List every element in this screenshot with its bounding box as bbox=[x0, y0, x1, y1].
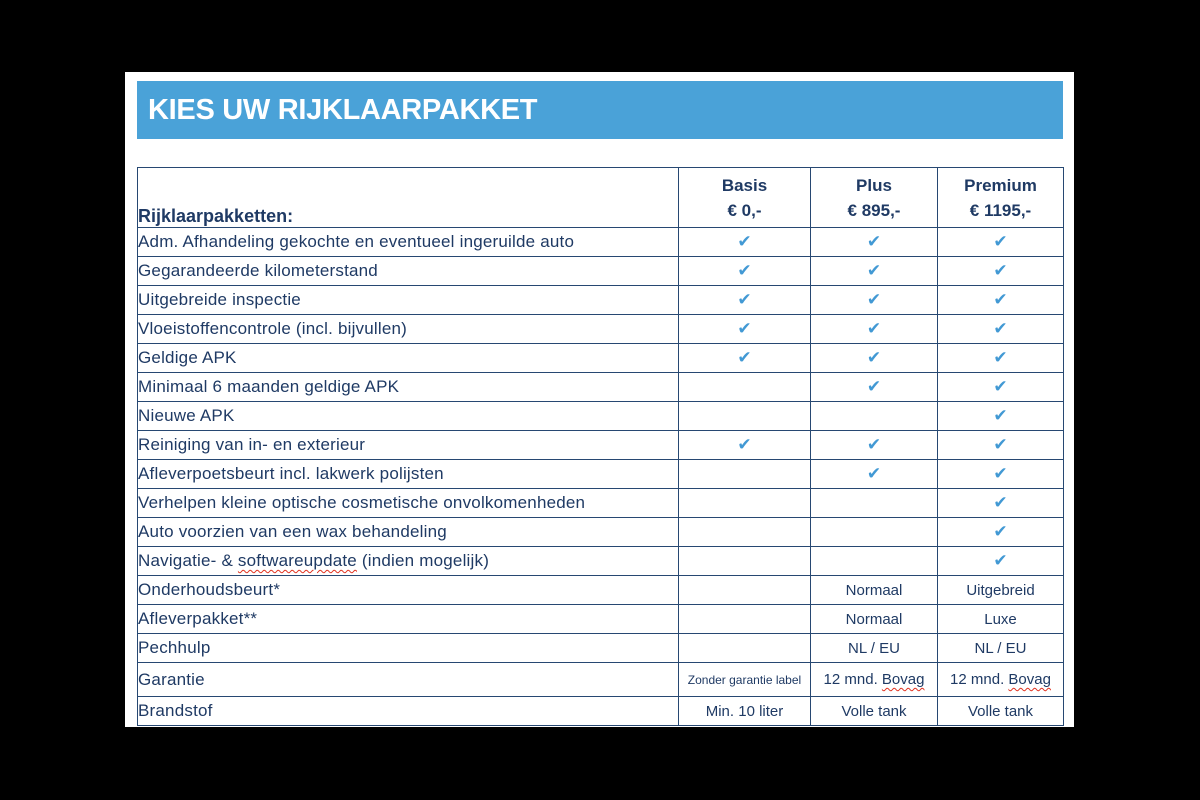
table-row bbox=[138, 315, 1064, 344]
table-row bbox=[138, 697, 1064, 726]
row-label bbox=[138, 518, 679, 547]
table-row bbox=[138, 663, 1064, 697]
label-text: Gegarandeerde kilometerstand bbox=[138, 261, 378, 280]
cell-value bbox=[679, 697, 811, 726]
value-text: Luxe bbox=[984, 610, 1017, 628]
label-text: Minimaal 6 maanden geldige APK bbox=[138, 377, 400, 396]
value-text: Uitgebreid bbox=[966, 581, 1035, 599]
check-icon: ✔ bbox=[938, 315, 1064, 344]
value-text: 12 mnd. bbox=[950, 671, 1009, 688]
label-text: Uitgebreide inspectie bbox=[138, 290, 301, 309]
empty-cell bbox=[679, 402, 811, 431]
empty-cell bbox=[679, 460, 811, 489]
label-text: Auto voorzien van een wax behandeling bbox=[138, 522, 447, 541]
label-text: Verhelpen kleine optische cosmetische onvolkomenheden bbox=[138, 493, 586, 512]
package-comparison-table bbox=[137, 167, 1064, 726]
row-label bbox=[138, 697, 679, 726]
package-name: Premium bbox=[964, 175, 1037, 195]
row-label bbox=[138, 286, 679, 315]
table-row bbox=[138, 257, 1064, 286]
cell-value bbox=[811, 576, 938, 605]
check-icon: ✔ bbox=[938, 489, 1064, 518]
empty-cell bbox=[679, 489, 811, 518]
label-text: (indien mogelijk) bbox=[356, 551, 490, 570]
check-icon: ✔ bbox=[938, 547, 1064, 576]
value-text: Zonder garantie label bbox=[687, 672, 802, 687]
package-price: € 895,- bbox=[847, 200, 901, 220]
row-label bbox=[138, 373, 679, 402]
cell-value bbox=[938, 663, 1064, 697]
title-banner bbox=[137, 81, 1063, 139]
value-text: NL / EU bbox=[974, 639, 1027, 657]
spellcheck-flagged-text: softwareupdate bbox=[237, 551, 357, 570]
check-icon: ✔ bbox=[938, 344, 1064, 373]
empty-cell bbox=[811, 547, 938, 576]
check-icon: ✔ bbox=[938, 257, 1064, 286]
page-title: KIES UW RIJKLAARPAKKET bbox=[148, 93, 538, 126]
table-row bbox=[138, 518, 1064, 547]
package-name: Plus bbox=[856, 175, 892, 195]
table-row bbox=[138, 576, 1064, 605]
check-icon: ✔ bbox=[679, 228, 811, 257]
label-text: Afleverpoetsbeurt incl. lakwerk polijsten bbox=[138, 464, 444, 483]
table-row bbox=[138, 431, 1064, 460]
empty-cell bbox=[679, 518, 811, 547]
check-icon: ✔ bbox=[811, 431, 938, 460]
column-header-premium bbox=[938, 168, 1064, 228]
label-text: Pechhulp bbox=[138, 638, 211, 657]
empty-cell bbox=[811, 518, 938, 547]
table-header-row bbox=[138, 168, 1064, 228]
row-label bbox=[138, 605, 679, 634]
value-text: NL / EU bbox=[848, 639, 900, 657]
value-text: 12 mnd. bbox=[823, 671, 882, 688]
label-text: Geldige APK bbox=[138, 348, 237, 367]
table-row bbox=[138, 605, 1064, 634]
row-label bbox=[138, 228, 679, 257]
value-text: Normaal bbox=[845, 610, 903, 628]
label-text: Reiniging van in- en exterieur bbox=[138, 435, 366, 454]
label-text: Brandstof bbox=[138, 701, 213, 720]
label-text: Garantie bbox=[138, 669, 205, 689]
package-name: Basis bbox=[721, 175, 768, 195]
row-group-header: Rijklaarpakketten: bbox=[138, 168, 679, 228]
row-label bbox=[138, 576, 679, 605]
empty-cell bbox=[811, 402, 938, 431]
empty-cell bbox=[679, 576, 811, 605]
row-label bbox=[138, 489, 679, 518]
row-label bbox=[138, 431, 679, 460]
check-icon: ✔ bbox=[938, 518, 1064, 547]
check-icon: ✔ bbox=[679, 257, 811, 286]
package-price: € 0,- bbox=[727, 200, 762, 220]
check-icon: ✔ bbox=[938, 286, 1064, 315]
check-icon: ✔ bbox=[679, 431, 811, 460]
check-icon: ✔ bbox=[811, 315, 938, 344]
column-header-plus bbox=[811, 168, 938, 228]
row-label bbox=[138, 547, 679, 576]
empty-cell bbox=[679, 373, 811, 402]
empty-cell bbox=[811, 489, 938, 518]
content-panel bbox=[125, 72, 1074, 727]
cell-value bbox=[811, 634, 938, 663]
check-icon: ✔ bbox=[811, 228, 938, 257]
check-icon: ✔ bbox=[811, 373, 938, 402]
cell-value bbox=[811, 605, 938, 634]
check-icon: ✔ bbox=[938, 460, 1064, 489]
table-row bbox=[138, 228, 1064, 257]
table-row bbox=[138, 344, 1064, 373]
cell-value bbox=[679, 663, 811, 697]
row-label bbox=[138, 460, 679, 489]
value-text: Normaal bbox=[845, 581, 903, 599]
label-text: Navigatie- & bbox=[138, 551, 238, 570]
check-icon: ✔ bbox=[938, 402, 1064, 431]
cell-value bbox=[811, 697, 938, 726]
table-row bbox=[138, 286, 1064, 315]
check-icon: ✔ bbox=[811, 257, 938, 286]
value-text: Min. 10 liter bbox=[705, 702, 784, 720]
check-icon: ✔ bbox=[679, 315, 811, 344]
row-label bbox=[138, 257, 679, 286]
row-label bbox=[138, 315, 679, 344]
value-text: Volle tank bbox=[841, 702, 907, 720]
cell-value bbox=[811, 663, 938, 697]
check-icon: ✔ bbox=[679, 286, 811, 315]
table-row bbox=[138, 634, 1064, 663]
package-price: € 1195,- bbox=[969, 200, 1032, 220]
table-row bbox=[138, 547, 1064, 576]
table-row bbox=[138, 460, 1064, 489]
cell-value bbox=[938, 634, 1064, 663]
check-icon: ✔ bbox=[811, 460, 938, 489]
row-label bbox=[138, 663, 679, 697]
table-row bbox=[138, 402, 1064, 431]
value-text: Volle tank bbox=[967, 702, 1034, 720]
table-row bbox=[138, 373, 1064, 402]
check-icon: ✔ bbox=[811, 344, 938, 373]
empty-cell bbox=[679, 634, 811, 663]
table-row bbox=[138, 489, 1064, 518]
cell-value bbox=[938, 697, 1064, 726]
label-text: Adm. Afhandeling gekochte en eventueel ingeruilde auto bbox=[138, 232, 575, 251]
label-text: Nieuwe APK bbox=[138, 406, 235, 425]
cell-value bbox=[938, 605, 1064, 634]
check-icon: ✔ bbox=[811, 286, 938, 315]
row-label bbox=[138, 634, 679, 663]
check-icon: ✔ bbox=[938, 373, 1064, 402]
check-icon: ✔ bbox=[938, 228, 1064, 257]
check-icon: ✔ bbox=[679, 344, 811, 373]
cell-value bbox=[938, 576, 1064, 605]
column-header-basis bbox=[679, 168, 811, 228]
label-text: Onderhoudsbeurt* bbox=[138, 580, 281, 599]
empty-cell bbox=[679, 547, 811, 576]
label-text: Afleverpakket** bbox=[138, 609, 258, 628]
label-text: Vloeistoffencontrole (incl. bijvullen) bbox=[138, 319, 408, 338]
spellcheck-flagged-text: Bovag bbox=[1008, 671, 1051, 688]
spellcheck-flagged-text: Bovag bbox=[881, 671, 925, 688]
row-label bbox=[138, 402, 679, 431]
row-label bbox=[138, 344, 679, 373]
check-icon: ✔ bbox=[938, 431, 1064, 460]
empty-cell bbox=[679, 605, 811, 634]
